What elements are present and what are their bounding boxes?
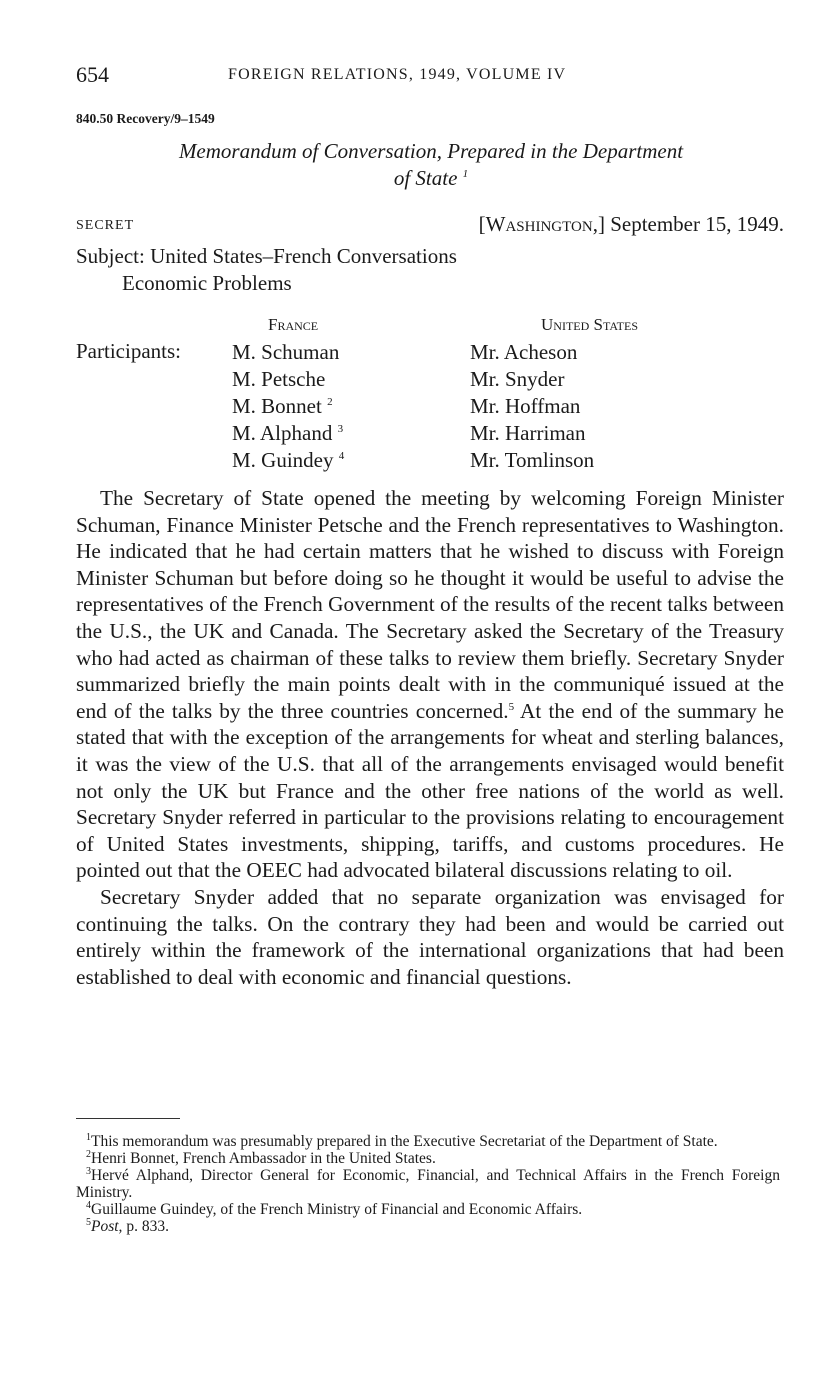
footnote-rule	[76, 1118, 180, 1119]
participant-name: M. Bonnet	[232, 394, 322, 418]
footnote-number: 1	[86, 1131, 91, 1143]
footnote-text: p. 833.	[122, 1218, 169, 1235]
footnote	[76, 1167, 780, 1201]
us-heading: United States	[541, 315, 639, 334]
footnote-number: 3	[86, 1165, 91, 1177]
subject-line: Subject: United States–French Conversations	[76, 244, 457, 268]
paragraph-2: Secretary Snyder added that no separate organization was envisaged for continuing the talks. On the contrary they had been and would be carried out entirely within the framework of the international organizations that had been established to deal with economic and financial questions.	[76, 884, 784, 989]
footnote	[76, 1133, 780, 1150]
footnote-ref-4: 4	[338, 450, 345, 462]
footnote-ref-2: 2	[327, 396, 333, 408]
participant	[232, 339, 344, 366]
footnotes	[76, 1133, 780, 1235]
participants-label: Participants:	[76, 339, 181, 363]
footnote-text: Hervé Alphand, Director General for Economic, Financial, and Technical Affairs in the French Foreign Ministry.	[76, 1167, 780, 1201]
participant	[232, 366, 344, 393]
footnote	[76, 1218, 780, 1235]
footnote-ref-3: 3	[337, 423, 344, 435]
date: September 15, 1949.	[610, 212, 784, 236]
participant: Mr. Harriman	[470, 421, 586, 445]
participant-name: M. Alphand	[232, 421, 333, 445]
footnote-text: Henri Bonnet, French Ambassador in the United States.	[91, 1150, 436, 1167]
bracket-close: ,]	[592, 212, 605, 236]
footnote	[76, 1150, 780, 1167]
footnote-number: 4	[86, 1199, 91, 1211]
footnote-text: This memorandum was presumably prepared in the Executive Secretariat of the Department of State.	[91, 1133, 718, 1150]
paragraph-text: The Secretary of State opened the meeting by welcoming Foreign Minister Schuman, Finance Minister Petsche and the French representatives to Washington. He indicated that he had certain matters that he wished to discuss with Foreign Minister Schuman but before doing so he thought it would be useful to advise the representatives of the French Government of the results of the recent talks between the U.S., the UK and Canada. The Secretary asked the Secretary of the Treasury who had acted as chairman of these talks to review them briefly. Secretary Snyder summarized briefly the main points dealt with in the communiqué issued at the end of the talks by the three countries concerned.	[76, 486, 784, 723]
document-title-line2	[76, 164, 786, 192]
paragraph-text: At the end of the summary he stated that with the exception of the arrangements for wheat and sterling balances, it was the view of the U.S. that all of the arrangements envisaged would benefit not only the UK but France and the other free nations of the world as well. Secretary Snyder referred in particular to the provisions relating to encouragement of United States investments, shipping, tariffs, and customs procedures. He pointed out that the OEEC had advocated bilateral discussions relating to oil.	[76, 698, 784, 883]
footnote-italic: Post,	[91, 1218, 123, 1235]
participant-name: M. Schuman	[232, 340, 340, 364]
title-text: of State	[393, 166, 458, 190]
participant: Mr. Tomlinson	[470, 448, 595, 472]
footnote-ref-1: 1	[462, 168, 469, 180]
dateline	[479, 212, 784, 237]
participant: Mr. Acheson	[470, 340, 578, 364]
file-reference: 840.50 Recovery/9–1549	[76, 111, 215, 126]
classification-label: SECRET	[76, 218, 135, 233]
us-participants	[470, 339, 594, 474]
footnote	[76, 1201, 780, 1218]
participant	[232, 393, 344, 420]
participant	[232, 447, 344, 474]
bracket-open: [	[478, 212, 486, 236]
place: Washington	[485, 212, 593, 236]
page-number: 654	[76, 62, 109, 87]
paragraph-1	[76, 485, 784, 884]
france-participants	[232, 339, 344, 474]
footnote-number: 5	[86, 1216, 91, 1228]
participant-name: M. Petsche	[232, 367, 326, 391]
document-title-line1: Memorandum of Conversation, Prepared in the Department	[178, 139, 684, 163]
participant: Mr. Snyder	[470, 367, 565, 391]
participant	[232, 420, 344, 447]
memo-body	[76, 485, 784, 990]
subject-line-2: Economic Problems	[122, 271, 292, 295]
footnote-ref-5: 5	[508, 700, 515, 713]
running-title: FOREIGN RELATIONS, 1949, VOLUME IV	[228, 66, 567, 83]
france-heading: France	[268, 315, 319, 334]
footnote-number: 2	[86, 1148, 91, 1160]
participant-name: M. Guindey	[232, 448, 334, 472]
footnote-text: Guillaume Guindey, of the French Ministry of Financial and Economic Affairs.	[91, 1201, 583, 1218]
participant: Mr. Hoffman	[470, 394, 581, 418]
